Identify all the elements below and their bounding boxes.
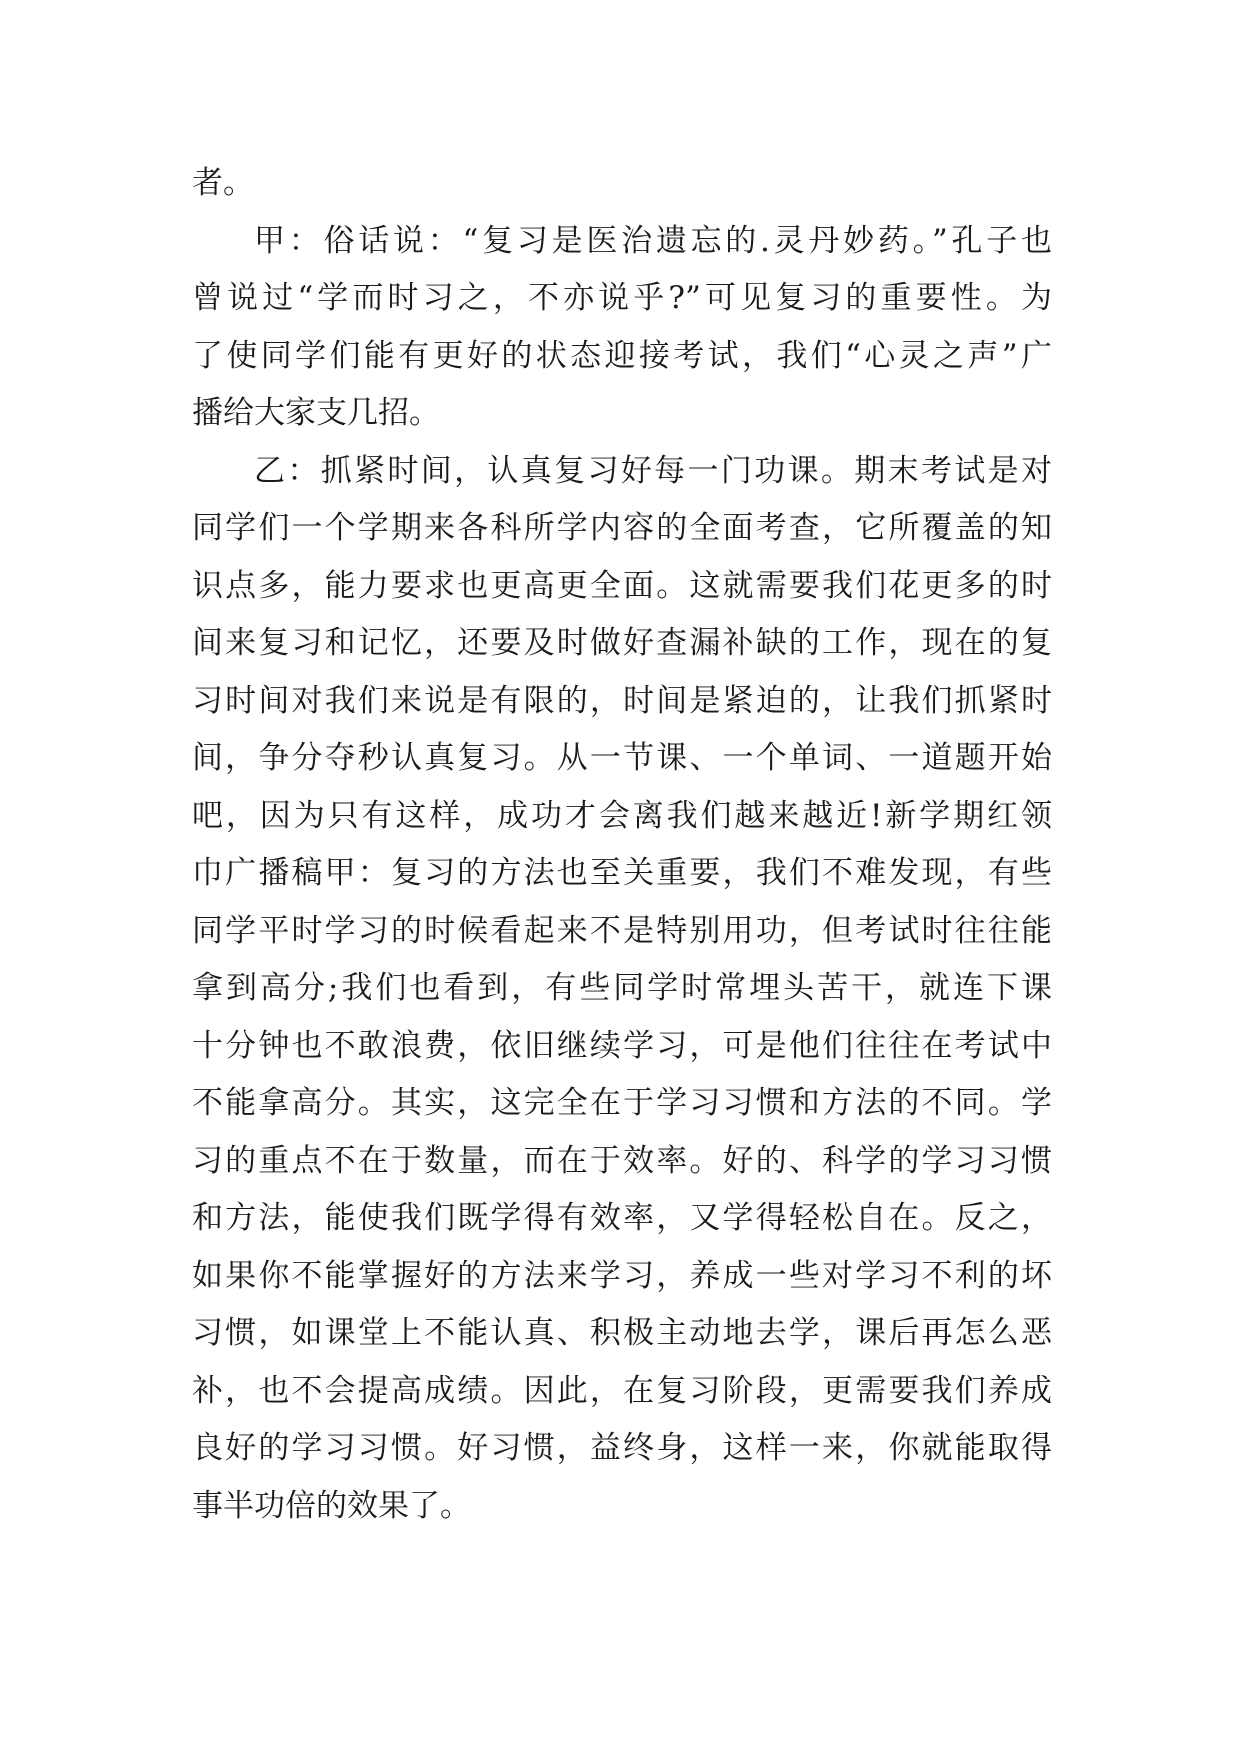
- text-line: 巾广播稿甲：复习的方法也至关重要，我们不难发现，有些: [192, 855, 1052, 891]
- text-line: 补，也不会提高成绩。因此，在复习阶段，更需要我们养成: [192, 1372, 1052, 1409]
- text-line: 了使同学们能有更好的状态迎接考试，我们“心灵之声”广: [192, 337, 1052, 374]
- text-line: 曾说过“学而时习之，不亦说乎?”可见复习的重要性。为: [192, 280, 1052, 316]
- text-line: 同学们一个学期来各科所学内容的全面考查，它所覆盖的知: [192, 510, 1052, 546]
- text-line: 拿到高分;我们也看到，有些同学时常埋头苦干，就连下课: [192, 970, 1052, 1006]
- text-line: 习时间对我们来说是有限的，时间是紧迫的，让我们抓紧时: [192, 682, 1052, 719]
- text-line: 播给大家支几招。: [192, 395, 440, 431]
- text-line: 吧，因为只有这样，成功才会离我们越来越近!新学期红领: [192, 797, 1052, 834]
- text-line: 良好的学习习惯。好习惯，益终身，这样一来，你就能取得: [192, 1430, 1052, 1466]
- body-text: [192, 155, 1052, 1535]
- text-line: 间，争分夺秒认真复习。从一节课、一个单词、一道题开始: [192, 740, 1052, 776]
- text-line: 不能拿高分。其实，这完全在于学习习惯和方法的不同。学: [192, 1085, 1052, 1121]
- text-line: 间来复习和记忆，还要及时做好查漏补缺的工作，现在的复: [192, 625, 1052, 661]
- text-line: 识点多，能力要求也更高更全面。这就需要我们花更多的时: [192, 567, 1052, 604]
- text-line: 如果你不能掌握好的方法来学习，养成一些对学习不利的坏: [192, 1257, 1052, 1294]
- text-line: 者。: [192, 165, 254, 201]
- text-line: 甲：俗话说：“复习是医治遗忘的.灵丹妙药。”孔子也: [254, 222, 1052, 259]
- text-line: 十分钟也不敢浪费，依旧继续学习，可是他们往往在考试中: [192, 1027, 1052, 1064]
- text-line: 习惯，如课堂上不能认真、积极主动地去学，课后再怎么恶: [192, 1315, 1052, 1351]
- text-line: 习的重点不在于数量，而在于效率。好的、科学的学习习惯: [192, 1142, 1052, 1179]
- text-line: 事半功倍的效果了。: [192, 1487, 471, 1524]
- text-line: 同学平时学习的时候看起来不是特别用功，但考试时往往能: [192, 912, 1052, 949]
- text-line: 和方法，能使我们既学得有效率，又学得轻松自在。反之，: [192, 1200, 1052, 1236]
- text-line: 乙：抓紧时间，认真复习好每一门功课。期末考试是对: [254, 452, 1052, 489]
